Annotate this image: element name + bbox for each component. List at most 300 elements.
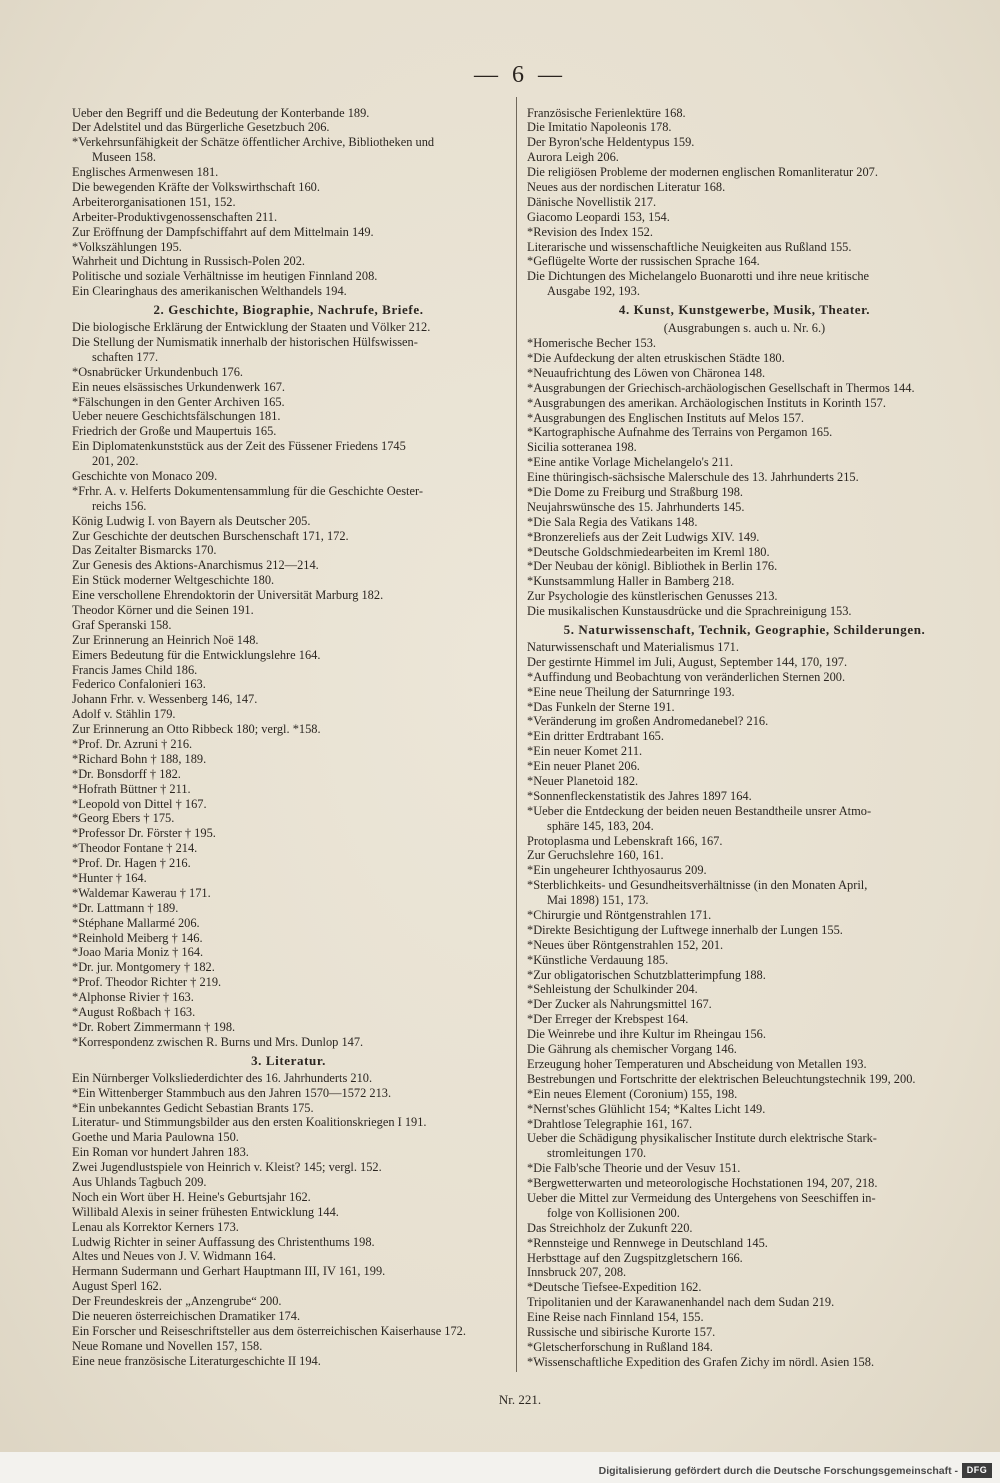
entry-line: *Eine neue Theilung der Saturnringe 193. bbox=[527, 684, 735, 699]
entry-line: Theodor Körner und die Seinen 191. bbox=[72, 603, 254, 617]
index-entry bbox=[527, 1012, 962, 1027]
entry-line: Goethe und Maria Paulowna 150. bbox=[72, 1130, 239, 1145]
index-entry bbox=[72, 826, 505, 841]
entry-line: Zur Geruchslehre 160, 161. bbox=[527, 848, 664, 863]
entry-line: *Sterblichkeits- und Gesundheitsverhältnisse (in den Monaten April, bbox=[527, 878, 868, 893]
entry-line: Politische und soziale Verhältnisse im heutigen Finnland 208. bbox=[72, 269, 378, 284]
entry-line: Ein neues elsässisches Urkundenwerk 167. bbox=[72, 379, 286, 394]
entry-line: Ein Clearinghaus des amerikanischen Welthandels 194. bbox=[72, 284, 347, 299]
entry-line: *Verkehrsunfähigkeit der Schätze öffentlicher Archive, Bibliotheken und bbox=[72, 135, 435, 150]
entry-line: Die bewegenden Kräfte der Volkswirthschaft 160. bbox=[72, 179, 320, 194]
entry-line: Die biologische Erklärung der Entwicklung der Staaten und Völker 212. bbox=[72, 320, 431, 335]
index-entry bbox=[72, 782, 505, 797]
index-entry bbox=[527, 500, 962, 515]
entry-line: Neujahrswünsche des 15. Jahrhunderts 145. bbox=[527, 499, 745, 514]
entry-line: *Auffindung und Beobachtung von veränderlichen Sternen 200. bbox=[527, 669, 846, 684]
index-entry bbox=[527, 150, 962, 165]
index-entry bbox=[527, 1131, 962, 1161]
index-entry bbox=[527, 1087, 962, 1102]
entry-line: *Prof. Theodor Richter † 219. bbox=[72, 975, 222, 990]
index-entry bbox=[72, 1309, 505, 1324]
entry-line: *Veränderung im großen Andromedanebel? 216. bbox=[527, 714, 769, 729]
entry-line: *Deutsche Goldschmiedearbeiten im Kreml 180. bbox=[527, 544, 770, 559]
entry-line: Ein Nürnberger Volksliederdichter des 16. Jahrhunderts 210. bbox=[72, 1070, 373, 1085]
entry-line: Aus Uhlands Tagbuch 209. bbox=[72, 1174, 207, 1189]
entry-line: Aurora Leigh 206. bbox=[527, 150, 619, 165]
index-entry bbox=[527, 685, 962, 700]
index-entry bbox=[527, 336, 962, 351]
index-entry bbox=[72, 1175, 505, 1190]
index-entry bbox=[72, 1115, 505, 1130]
index-entry bbox=[72, 225, 505, 240]
index-entry bbox=[527, 440, 962, 455]
index-entry bbox=[72, 975, 505, 990]
entry-line: Ein Stück moderner Weltgeschichte 180. bbox=[72, 573, 275, 588]
index-entry bbox=[72, 633, 505, 648]
column-divider bbox=[516, 97, 517, 1372]
entry-line: *Dr. jur. Montgomery † 182. bbox=[72, 960, 215, 975]
entry-line: Zur Geschichte der deutschen Burschenschaft 171, 172. bbox=[72, 528, 349, 543]
section-heading: 4. Kunst, Kunstgewerbe, Musik, Theater. bbox=[618, 302, 871, 318]
entry-line: Russische und sibirische Kurorte 157. bbox=[527, 1324, 716, 1339]
entry-line: Eimers Bedeutung für die Entwicklungslehre 164. bbox=[72, 647, 321, 662]
index-entry bbox=[72, 106, 505, 121]
index-entry bbox=[527, 1027, 962, 1042]
entry-line: Altes und Neues von J. V. Widmann 164. bbox=[72, 1249, 276, 1264]
index-entry bbox=[72, 588, 505, 603]
index-section bbox=[527, 106, 962, 300]
entry-line: Der gestirnte Himmel im Juli, August, September 144, 170, 197. bbox=[527, 654, 848, 669]
index-entry bbox=[72, 1020, 505, 1035]
entry-line: *Kunstsammlung Haller in Bamberg 218. bbox=[527, 574, 735, 589]
dfg-logo: DFG bbox=[962, 1463, 992, 1478]
entry-continuation-line: stromleitungen 170. bbox=[547, 1146, 647, 1161]
index-entry bbox=[72, 284, 505, 299]
issue-number: Nr. 221. bbox=[498, 1392, 542, 1407]
index-entry bbox=[527, 1355, 962, 1370]
entry-line: Adolf v. Stählin 179. bbox=[72, 707, 176, 722]
entry-line: *Fälschungen in den Genter Archiven 165. bbox=[72, 394, 285, 409]
index-entry bbox=[72, 165, 505, 180]
index-entry bbox=[72, 797, 505, 812]
index-entry bbox=[72, 871, 505, 886]
index-entry bbox=[527, 1176, 962, 1191]
index-entry bbox=[72, 424, 505, 439]
index-section bbox=[72, 106, 505, 300]
entry-line: Willibald Alexis in seiner frühesten Entwicklung 144. bbox=[72, 1204, 339, 1219]
entry-line: *Der Zucker als Nahrungsmittel 167. bbox=[527, 997, 712, 1012]
index-entry bbox=[72, 737, 505, 752]
index-entry bbox=[527, 530, 962, 545]
entry-line: *Zur obligatorischen Schutzblatterimpfung 188. bbox=[527, 967, 766, 982]
entry-line: *Homerische Becher 153. bbox=[527, 336, 657, 351]
index-entry bbox=[72, 409, 505, 424]
index-entry bbox=[527, 240, 962, 255]
index-entry bbox=[72, 514, 505, 529]
index-entry bbox=[527, 1295, 962, 1310]
index-entry bbox=[527, 455, 962, 470]
index-entry bbox=[527, 1191, 962, 1221]
entry-continuation-line: 201, 202. bbox=[92, 454, 139, 469]
entry-line: *Joao Maria Moniz † 164. bbox=[72, 945, 204, 960]
entry-line: *Eine antike Vorlage Michelangelo's 211. bbox=[527, 455, 734, 470]
index-entry bbox=[527, 1280, 962, 1295]
index-entry bbox=[72, 722, 505, 737]
entry-line: Eine thüringisch-sächsische Malerschule des 13. Jahrhunderts 215. bbox=[527, 470, 859, 485]
index-entry bbox=[72, 1324, 505, 1339]
entry-line: *Neuaufrichtung des Löwen von Chäronea 148. bbox=[527, 365, 766, 380]
index-entry bbox=[527, 1236, 962, 1251]
entry-line: Geschichte von Monaco 209. bbox=[72, 468, 218, 483]
index-entry bbox=[527, 269, 962, 299]
index-entry bbox=[527, 1325, 962, 1340]
entry-line: Noch ein Wort über H. Heine's Geburtsjahr 162. bbox=[72, 1189, 311, 1204]
index-entry bbox=[72, 1354, 505, 1369]
entry-line: *Die Aufdeckung der alten etruskischen Städte 180. bbox=[527, 350, 785, 365]
index-entry bbox=[527, 997, 962, 1012]
index-entry bbox=[527, 366, 962, 381]
index-entry bbox=[527, 180, 962, 195]
index-entry bbox=[72, 960, 505, 975]
entry-line: Friedrich der Große und Maupertuis 165. bbox=[72, 424, 277, 439]
index-entry bbox=[72, 484, 505, 514]
index-entry bbox=[527, 425, 962, 440]
entry-line: *Osnabrücker Urkundenbuch 176. bbox=[72, 364, 244, 379]
index-entry bbox=[72, 663, 505, 678]
index-entry bbox=[72, 1071, 505, 1086]
entry-line: Giacomo Leopardi 153, 154. bbox=[527, 209, 670, 224]
entry-line: Ein Forscher und Reiseschriftsteller aus dem österreichischen Kaiserhause 172. bbox=[72, 1323, 466, 1338]
entry-line: *Künstliche Verdauung 185. bbox=[527, 952, 669, 967]
entry-line: Francis James Child 186. bbox=[72, 662, 198, 677]
index-entry bbox=[527, 968, 962, 983]
entry-line: Das Streichholz der Zukunft 220. bbox=[527, 1220, 693, 1235]
index-entry bbox=[72, 395, 505, 410]
index-entry bbox=[527, 559, 962, 574]
entry-line: Ein Diplomatenkunststück aus der Zeit des Füssener Friedens 1745 bbox=[72, 439, 406, 454]
index-entry bbox=[72, 916, 505, 931]
entry-line: Die Stellung der Numismatik innerhalb der historischen Hülfswissen- bbox=[72, 334, 418, 349]
entry-line: Tripolitanien und der Karawanenhandel nach dem Sudan 219. bbox=[527, 1295, 835, 1310]
entry-line: *Dr. Lattmann † 189. bbox=[72, 900, 179, 915]
index-entry bbox=[527, 878, 962, 908]
index-section bbox=[72, 1050, 505, 1369]
index-entry bbox=[72, 210, 505, 225]
entry-line: *Waldemar Kawerau † 171. bbox=[72, 885, 211, 900]
entry-line: *Revision des Index 152. bbox=[527, 224, 653, 239]
index-entry bbox=[72, 195, 505, 210]
index-entry bbox=[72, 180, 505, 195]
index-section bbox=[527, 299, 962, 619]
index-entry bbox=[72, 1205, 505, 1220]
entry-line: *Das Funkeln der Sterne 191. bbox=[527, 699, 675, 714]
entry-line: Die Gährung als chemischer Vorgang 146. bbox=[527, 1042, 737, 1057]
index-entry bbox=[72, 1235, 505, 1250]
index-section bbox=[72, 299, 505, 1050]
index-entry bbox=[72, 692, 505, 707]
index-entry bbox=[72, 677, 505, 692]
entry-line: Das Zeitalter Bismarcks 170. bbox=[72, 543, 217, 558]
entry-line: *Ein neues Element (Coronium) 155, 198. bbox=[527, 1086, 738, 1101]
index-section bbox=[527, 619, 962, 1370]
entry-line: Lenau als Korrektor Kerners 173. bbox=[72, 1219, 239, 1234]
entry-line: Die neueren österreichischen Dramatiker 174. bbox=[72, 1308, 301, 1323]
index-entry bbox=[72, 1220, 505, 1235]
index-entry bbox=[527, 1221, 962, 1236]
index-entry bbox=[527, 759, 962, 774]
entry-continuation-line: schaften 177. bbox=[92, 349, 159, 364]
index-entry bbox=[72, 1101, 505, 1116]
entry-line: *Ausgrabungen des Englischen Instituts auf Melos 157. bbox=[527, 410, 805, 425]
entry-line: *Die Dome zu Freiburg und Straßburg 198. bbox=[527, 484, 744, 499]
index-entry bbox=[72, 135, 505, 165]
entry-line: *Ueber die Entdeckung der beiden neuen Bestandtheile unsrer Atmo- bbox=[527, 803, 872, 818]
entry-line: Die musikalischen Kunstausdrücke und die Sprachreinigung 153. bbox=[527, 604, 852, 619]
entry-line: Dänische Novellistik 217. bbox=[527, 194, 657, 209]
index-entry bbox=[72, 767, 505, 782]
section-note: (Ausgrabungen s. auch u. Nr. 6.) bbox=[663, 321, 826, 336]
index-entry bbox=[527, 604, 962, 619]
index-entry bbox=[72, 1086, 505, 1101]
entry-line: *Sehleistung der Schulkinder 204. bbox=[527, 982, 698, 997]
entry-line: *Bronzereliefs aus der Zeit Ludwigs XIV. 149. bbox=[527, 529, 760, 544]
index-entry bbox=[527, 351, 962, 366]
entry-line: *Bergwetterwarten und meteorologische Hochstationen 194, 207, 218. bbox=[527, 1176, 878, 1191]
index-entry bbox=[527, 774, 962, 789]
entry-line: Eine verschollene Ehrendoktorin der Universität Marburg 182. bbox=[72, 588, 384, 603]
index-entry bbox=[72, 856, 505, 871]
entry-line: Zur Eröffnung der Dampfschiffahrt auf dem Mittelmain 149. bbox=[72, 224, 374, 239]
entry-line: *Rennsteige und Rennwege in Deutschland 145. bbox=[527, 1235, 768, 1250]
entry-line: *Der Erreger der Krebspest 164. bbox=[527, 1012, 689, 1027]
index-entry bbox=[527, 485, 962, 500]
index-entry bbox=[72, 931, 505, 946]
entry-line: *Frhr. A. v. Helferts Dokumentensammlung für die Geschichte Oester- bbox=[72, 483, 423, 498]
index-entry bbox=[527, 225, 962, 240]
index-entry bbox=[72, 1294, 505, 1309]
entry-continuation-line: Museen 158. bbox=[92, 150, 157, 165]
index-right-column bbox=[527, 106, 962, 1370]
entry-line: *Ausgrabungen der Griechisch-archäologischen Gesellschaft in Thermos 144. bbox=[527, 380, 915, 395]
index-entry bbox=[72, 1190, 505, 1205]
entry-line: Englisches Armenwesen 181. bbox=[72, 165, 219, 180]
index-entry bbox=[72, 603, 505, 618]
entry-line: Ueber neuere Geschichtsfälschungen 181. bbox=[72, 409, 281, 424]
index-entry bbox=[72, 752, 505, 767]
index-entry bbox=[72, 320, 505, 335]
index-entry bbox=[527, 640, 962, 655]
index-entry bbox=[527, 1340, 962, 1355]
entry-continuation-line: Ausgabe 192, 193. bbox=[547, 284, 640, 299]
entry-line: *Nernst'sches Glühlicht 154; *Kaltes Licht 149. bbox=[527, 1101, 766, 1116]
entry-line: *Dr. Robert Zimmermann † 198. bbox=[72, 1019, 236, 1034]
entry-line: *Ein dritter Erdtrabant 165. bbox=[527, 729, 664, 744]
entry-continuation-line: folge von Kollisionen 200. bbox=[547, 1205, 680, 1220]
entry-line: *Deutsche Tiefsee-Expedition 162. bbox=[527, 1280, 702, 1295]
index-entry bbox=[527, 1161, 962, 1176]
index-entry bbox=[72, 990, 505, 1005]
index-entry bbox=[72, 1249, 505, 1264]
entry-line: Die Weinrebe und ihre Kultur im Rheingau 156. bbox=[527, 1027, 766, 1042]
index-entry bbox=[72, 1035, 505, 1050]
entry-line: *Theodor Fontane † 214. bbox=[72, 841, 198, 856]
entry-line: *Chirurgie und Röntgenstrahlen 171. bbox=[527, 908, 712, 923]
index-entry bbox=[72, 1264, 505, 1279]
entry-line: Der Adelstitel und das Bürgerliche Gesetzbuch 206. bbox=[72, 120, 330, 135]
entry-line: Die religiösen Probleme der modernen englischen Romanliteratur 207. bbox=[527, 165, 878, 180]
entry-line: Sicilia sotteranea 198. bbox=[527, 440, 637, 455]
entry-line: *Stéphane Mallarmé 206. bbox=[72, 915, 200, 930]
index-entry bbox=[527, 789, 962, 804]
index-entry bbox=[527, 589, 962, 604]
index-entry bbox=[527, 655, 962, 670]
index-entry bbox=[72, 707, 505, 722]
index-entry bbox=[527, 381, 962, 396]
entry-line: *Leopold von Dittel † 167. bbox=[72, 796, 207, 811]
entry-line: Neues aus der nordischen Literatur 168. bbox=[527, 179, 726, 194]
entry-line: *Der Neubau der königl. Bibliothek in Berlin 176. bbox=[527, 559, 778, 574]
section-heading: 5. Naturwissenschaft, Technik, Geographie, Schilderungen. bbox=[563, 622, 926, 637]
index-entry bbox=[72, 254, 505, 269]
index-entry bbox=[527, 834, 962, 849]
index-entry bbox=[527, 670, 962, 685]
index-entry bbox=[527, 254, 962, 269]
index-entry bbox=[72, 240, 505, 255]
index-entry bbox=[527, 714, 962, 729]
entry-continuation-line: reichs 156. bbox=[92, 498, 147, 513]
entry-line: Zur Erinnerung an Heinrich Noë 148. bbox=[72, 632, 259, 647]
entry-line: Protoplasma und Lebenskraft 166, 167. bbox=[527, 833, 723, 848]
index-entry bbox=[527, 1251, 962, 1266]
index-entry bbox=[527, 848, 962, 863]
index-entry bbox=[72, 529, 505, 544]
index-entry bbox=[72, 1005, 505, 1020]
entry-line: *Drahtlose Telegraphie 161, 167. bbox=[527, 1116, 693, 1131]
entry-line: *Geflügelte Worte der russischen Sprache 164. bbox=[527, 254, 760, 269]
index-left-column bbox=[72, 106, 505, 1369]
entry-line: *Georg Ebers † 175. bbox=[72, 811, 175, 826]
index-entry bbox=[72, 648, 505, 663]
index-entry bbox=[72, 1145, 505, 1160]
index-entry bbox=[527, 470, 962, 485]
index-entry bbox=[527, 1102, 962, 1117]
page-number: — 6 — bbox=[474, 62, 566, 88]
index-entry bbox=[527, 1072, 962, 1087]
index-entry bbox=[527, 923, 962, 938]
entry-line: *August Roßbach † 163. bbox=[72, 1005, 196, 1020]
index-entry bbox=[527, 165, 962, 180]
index-entry bbox=[72, 573, 505, 588]
entry-line: Naturwissenschaft und Materialismus 171. bbox=[527, 640, 739, 654]
index-entry bbox=[527, 411, 962, 426]
entry-line: *Die Falb'sche Theorie und der Vesuv 151. bbox=[527, 1161, 741, 1176]
index-entry bbox=[72, 120, 505, 135]
entry-line: *Volkszählungen 195. bbox=[72, 239, 182, 254]
entry-line: Bestrebungen und Fortschritte der elektrischen Beleuchtungstechnik 199, 200. bbox=[527, 1071, 916, 1086]
index-entry bbox=[527, 106, 962, 121]
entry-line: Der Freundeskreis der „Anzengrube“ 200. bbox=[72, 1294, 282, 1309]
entry-line: Eine Reise nach Finnland 154, 155. bbox=[527, 1310, 704, 1325]
index-entry bbox=[527, 982, 962, 997]
index-entry bbox=[527, 210, 962, 225]
entry-line: *Korrespondenz zwischen R. Burns und Mrs. Dunlop 147. bbox=[72, 1034, 364, 1049]
entry-line: Eine neue französische Literaturgeschichte II 194. bbox=[72, 1353, 321, 1368]
index-entry bbox=[527, 953, 962, 968]
entry-line: König Ludwig I. von Bayern als Deutscher 205. bbox=[72, 513, 311, 528]
section-heading: 2. Geschichte, Biographie, Nachrufe, Briefe. bbox=[153, 302, 424, 318]
index-entry bbox=[527, 195, 962, 210]
entry-line: Zwei Jugendlustspiele von Heinrich v. Kleist? 145; vergl. 152. bbox=[72, 1160, 382, 1175]
index-entry bbox=[527, 700, 962, 715]
entry-line: August Sperl 162. bbox=[72, 1279, 162, 1294]
entry-line: *Neues über Röntgenstrahlen 152, 201. bbox=[527, 937, 724, 952]
entry-line: *Sonnenfleckenstatistik des Jahres 1897 164. bbox=[527, 788, 752, 803]
entry-line: *Prof. Dr. Azruni † 216. bbox=[72, 737, 193, 752]
index-entry bbox=[527, 574, 962, 589]
entry-line: *Ausgrabungen des amerikan. Archäologischen Instituts in Korinth 157. bbox=[527, 395, 886, 410]
index-entry bbox=[527, 1265, 962, 1280]
index-entry bbox=[72, 269, 505, 284]
index-entry bbox=[527, 908, 962, 923]
entry-line: Die Imitatio Napoleonis 178. bbox=[527, 120, 672, 135]
entry-line: *Alphonse Rivier † 163. bbox=[72, 990, 194, 1005]
entry-line: Literarische und wissenschaftliche Neuigkeiten aus Rußland 155. bbox=[527, 239, 852, 254]
entry-line: Ein Roman vor hundert Jahren 183. bbox=[72, 1145, 249, 1160]
index-entry bbox=[527, 863, 962, 878]
index-entry bbox=[527, 938, 962, 953]
index-entry bbox=[527, 545, 962, 560]
entry-line: *Direkte Besichtigung der Luftwege innerhalb der Lungen 155. bbox=[527, 922, 843, 937]
entry-line: Zur Erinnerung an Otto Ribbeck 180; vergl. *158. bbox=[72, 722, 321, 737]
index-entry bbox=[72, 1339, 505, 1354]
entry-line: *Reinhold Meiberg † 146. bbox=[72, 930, 203, 945]
entry-line: *Die Sala Regia des Vatikans 148. bbox=[527, 514, 698, 529]
entry-line: Ueber den Begriff und die Bedeutung der Konterbande 189. bbox=[72, 105, 370, 120]
entry-line: *Professor Dr. Förster † 195. bbox=[72, 826, 216, 841]
index-entry bbox=[527, 804, 962, 834]
index-entry bbox=[527, 515, 962, 530]
entry-continuation-line: Mai 1898) 151, 173. bbox=[547, 893, 649, 908]
index-entry bbox=[72, 439, 505, 469]
index-entry bbox=[527, 729, 962, 744]
index-entry bbox=[527, 1042, 962, 1057]
index-entry bbox=[527, 744, 962, 759]
entry-line: Ludwig Richter in seiner Auffassung des Christenthums 198. bbox=[72, 1234, 375, 1249]
entry-continuation-line: sphäre 145, 183, 204. bbox=[547, 818, 654, 833]
entry-line: *Ein neuer Planet 206. bbox=[527, 759, 640, 774]
index-entry bbox=[527, 1310, 962, 1325]
entry-line: Innsbruck 207, 208. bbox=[527, 1265, 627, 1280]
index-entry bbox=[527, 1117, 962, 1132]
entry-line: *Ein Wittenberger Stammbuch aus den Jahren 1570—1572 213. bbox=[72, 1085, 392, 1100]
entry-line: *Gletscherforschung in Rußland 184. bbox=[527, 1339, 713, 1354]
entry-line: *Richard Bohn † 188, 189. bbox=[72, 751, 207, 766]
entry-line: Graf Speranski 158. bbox=[72, 617, 172, 632]
entry-line: Hermann Sudermann und Gerhart Hauptmann III, IV 161, 199. bbox=[72, 1264, 386, 1279]
index-entry bbox=[72, 841, 505, 856]
index-entry bbox=[72, 335, 505, 365]
index-entry bbox=[72, 811, 505, 826]
index-entry bbox=[72, 1279, 505, 1294]
index-entry bbox=[527, 1057, 962, 1072]
entry-line: Neue Romane und Novellen 157, 158. bbox=[72, 1338, 263, 1353]
index-entry bbox=[72, 380, 505, 395]
index-entry bbox=[72, 618, 505, 633]
entry-line: Zur Genesis des Aktions-Anarchismus 212—214. bbox=[72, 558, 319, 573]
entry-line: Arbeiterorganisationen 151, 152. bbox=[72, 194, 236, 209]
index-entry bbox=[72, 543, 505, 558]
index-entry bbox=[527, 135, 962, 150]
